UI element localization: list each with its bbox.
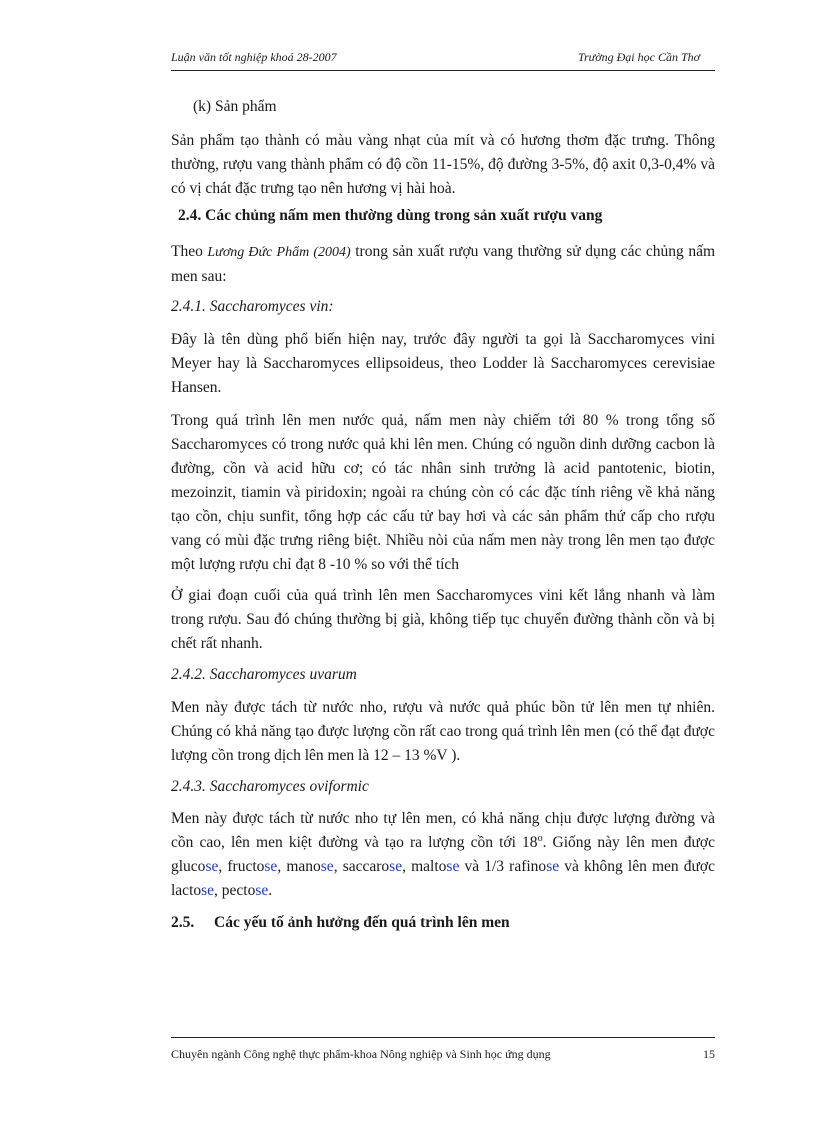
p243-part-1: Men này được tách từ nước nho tự lên men, có khả năng chịu được lượng đường và cồn cao, lên men kiệt đường và tạo ra lượng cồn tới 18 — [171, 810, 715, 851]
p243-part-5: , saccaro — [333, 858, 390, 875]
p243-part-2: . Giống này lên men được gluco — [171, 834, 715, 875]
se-suffix: se — [201, 882, 215, 899]
subsection-2-4-2-heading: 2.4.2. Saccharomyces uvarum — [171, 666, 357, 683]
page-number: 15 — [703, 1047, 715, 1061]
header-right: Trường Đại học Cần Thơ — [578, 50, 701, 64]
paragraph-product: Sản phẩm tạo thành có màu vàng nhạt của mít và có hương thơm đặc trưng. Thông thường, rượu vang thành phẩm có độ cồn 11-15%, độ đường 3-5%, độ axit 0,3-0,4% và có vị chát đặc trưng tạo nên hương vị hài hoà. — [171, 132, 715, 197]
p243-part-7: và 1/3 rafino — [459, 858, 547, 875]
footer-left: Chuyên ngành Công nghệ thực phẩm-khoa Nông nghiệp và Sinh học ứng dụng — [171, 1047, 551, 1061]
paragraph-2-4-2: Men này được tách từ nước nho, rượu và nước quả phúc bồn tử lên men tự nhiên. Chúng có khả năng tạo được lượng cồn rất cao trong quá trình lên men (có thể đạt được lượng cồn trong dịch lên men là 12 – 13 %V ). — [171, 699, 715, 764]
theo-prefix: Theo — [171, 243, 208, 260]
se-suffix: se — [546, 858, 560, 875]
se-suffix: se — [320, 858, 334, 875]
degree-superscript: o — [537, 832, 543, 844]
se-suffix: se — [255, 882, 269, 899]
theo-suffix: trong sản xuất rượu vang thường sử dụng các chủng nấm men sau: — [171, 243, 716, 285]
paragraph-2-4-1-a: Đây là tên dùng phổ biến hiện nay, trước đây người ta gọi là Saccharomyces vini Meyer hay là Saccharomyces ellipsoideus, theo Lodder là Saccharomyces cerevisiae Hansen. — [171, 331, 715, 396]
paragraph-2-4-1-b: Trong quá trình lên men nước quả, nấm men này chiếm tới 80 % trong tổng số Saccharomyces có trong nước quả khi lên men. Chúng có nguồn dinh dưỡng cacbon là đường, cồn và acid hữu cơ; có tác nhân sinh trưởng là acid pantotenic, biotin, mezoinzit, tiamin và piridoxin; ngoài ra chúng còn có các đặc tính riêng về khả năng tạo cồn, chịu sunfit, tổng hợp các cấu tử bay hơi và các sản phẩm thứ cấp cho rượu vang có mùi đặc trưng riêng biệt. Nhiều nòi của nấm men này trong lên men tạo được một lượng rượu chỉ đạt 8 -10 % so với thể tích — [171, 412, 715, 573]
se-suffix: se — [205, 858, 219, 875]
se-suffix: se — [264, 858, 278, 875]
paragraph-theo — [171, 240, 715, 289]
se-suffix: se — [446, 858, 460, 875]
section-2-4-heading: 2.4. Các chủng nấm men thường dùng trong sản xuất rượu vang — [178, 207, 603, 224]
paragraph-2-4-1-c: Ở giai đoạn cuối của quá trình lên men Saccharomyces vini kết lắng nhanh và làm trong rượu. Sau đó chúng thường bị già, không tiếp tục chuyển đường thành cồn và bị chết rất nhanh. — [171, 587, 715, 652]
p243-part-6: , malto — [402, 858, 447, 875]
footer-divider — [171, 1037, 715, 1038]
subsection-2-4-1-heading: 2.4.1. Saccharomyces vin: — [171, 298, 334, 315]
reference-author: Lương Đức Phẩm (2004) — [207, 245, 351, 260]
header-divider — [171, 70, 715, 71]
p243-part-9: , pecto — [214, 882, 256, 899]
p243-part-4: , mano — [277, 858, 321, 875]
p243-part-8: và không lên men được lacto — [171, 858, 716, 899]
p243-part-3: , fructo — [218, 858, 265, 875]
k-heading: (k) Sản phẩm — [193, 98, 277, 115]
header-left: Luận văn tốt nghiệp khoá 28-2007 — [171, 50, 337, 64]
p243-part-10: . — [268, 882, 273, 899]
subsection-2-4-3-heading: 2.4.3. Saccharomyces oviformic — [171, 778, 369, 795]
se-suffix: se — [389, 858, 403, 875]
section-2-5-title: Các yếu tố ảnh hưởng đến quá trình lên men — [214, 914, 510, 931]
paragraph-2-4-3 — [171, 807, 715, 903]
section-2-5-number: 2.5. — [171, 914, 195, 931]
